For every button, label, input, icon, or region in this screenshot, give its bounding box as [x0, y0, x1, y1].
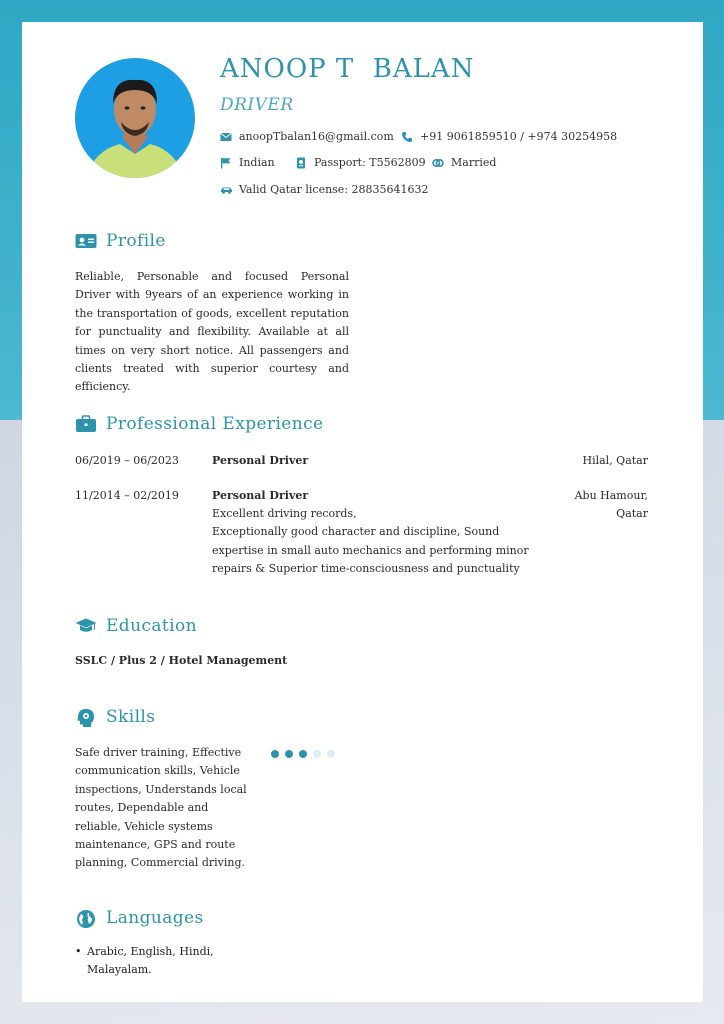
- education-text: SSLC / Plus 2 / Hotel Management: [75, 654, 288, 667]
- passport-icon: [295, 157, 307, 169]
- profile-heading: [75, 231, 166, 251]
- head-brain-icon: [75, 708, 97, 726]
- skill-dot-empty: [313, 750, 321, 758]
- skills-heading-text: Skills: [106, 707, 156, 727]
- marital-contact: [432, 156, 496, 169]
- flag-icon: [220, 157, 232, 169]
- phone-text: +91 9061859510 / +974 30254958: [420, 130, 618, 143]
- bullet-dot: •: [75, 945, 82, 958]
- skill-dot-filled: [271, 750, 279, 758]
- passport-text: Passport: T5562809: [314, 156, 426, 169]
- id-card-icon: [75, 232, 97, 250]
- languages-heading-text: Languages: [106, 908, 204, 928]
- briefcase-icon: [75, 415, 97, 433]
- candidate-title: DRIVER: [220, 95, 294, 115]
- education-heading-text: Education: [106, 616, 197, 636]
- exp2-position: Personal Driver: [212, 489, 309, 502]
- skills-heading: [75, 707, 155, 727]
- languages-heading: [75, 908, 204, 928]
- rings-icon: [432, 157, 444, 169]
- email-text: anoopTbalan16@gmail.com: [239, 130, 394, 143]
- exp2-location: Abu Hamour, Qatar: [574, 489, 648, 521]
- education-heading: [75, 616, 197, 636]
- exp2-details: Excellent driving records, Exceptionally good character and discipline, Sound expertise in small auto mechanics and performing minor repairs & Superior time-consciousness and punctuality: [212, 507, 529, 576]
- skill-dot-filled: [285, 750, 293, 758]
- experience-heading-text: Professional Experience: [106, 414, 324, 434]
- license-contact: [220, 183, 429, 196]
- profile-text: Reliable, Personable and focused Personal Driver with 9years of an experience working in the transportation of goods, excellent reputation for punctuality and flexibility. Available at all times on very short notice. All passengers and clients treated with superior courtesy and efficiency.: [75, 270, 349, 394]
- languages-text: Arabic, English, Hindi, Malayalam.: [87, 945, 214, 977]
- exp1-location: Hilal, Qatar: [582, 454, 648, 467]
- profile-photo: [75, 58, 195, 178]
- skills-level-rating: [271, 750, 341, 758]
- phone-icon: [401, 131, 413, 143]
- globe-icon: [75, 909, 97, 927]
- experience-heading: [75, 414, 324, 434]
- resume-page: [22, 22, 703, 1002]
- nationality-contact: [220, 156, 275, 169]
- profile-heading-text: Profile: [106, 231, 166, 251]
- email-contact[interactable]: [220, 130, 394, 143]
- license-text: Valid Qatar license: 28835641632: [239, 183, 429, 196]
- phone-contact[interactable]: [401, 130, 617, 143]
- skill-dot-empty: [327, 750, 335, 758]
- envelope-icon: [220, 131, 232, 143]
- languages-list-item: [75, 943, 215, 980]
- exp2-dates: 11/2014 – 02/2019: [75, 489, 179, 502]
- marital-text: Married: [451, 156, 497, 169]
- graduation-cap-icon: [75, 617, 97, 635]
- skills-text: Safe driver training, Effective communication skills, Vehicle inspections, Understands local routes, Dependable and reliable, Vehicle systems maintenance, GPS and route planning, Commercial driving.: [75, 746, 247, 870]
- exp1-dates: 06/2019 – 06/2023: [75, 454, 179, 467]
- exp1-position: Personal Driver: [212, 454, 309, 467]
- candidate-name: ANOOP T BALAN: [220, 54, 475, 84]
- passport-contact: [295, 156, 426, 169]
- nationality-text: Indian: [239, 156, 275, 169]
- skill-dot-filled: [299, 750, 307, 758]
- car-icon: [220, 184, 232, 196]
